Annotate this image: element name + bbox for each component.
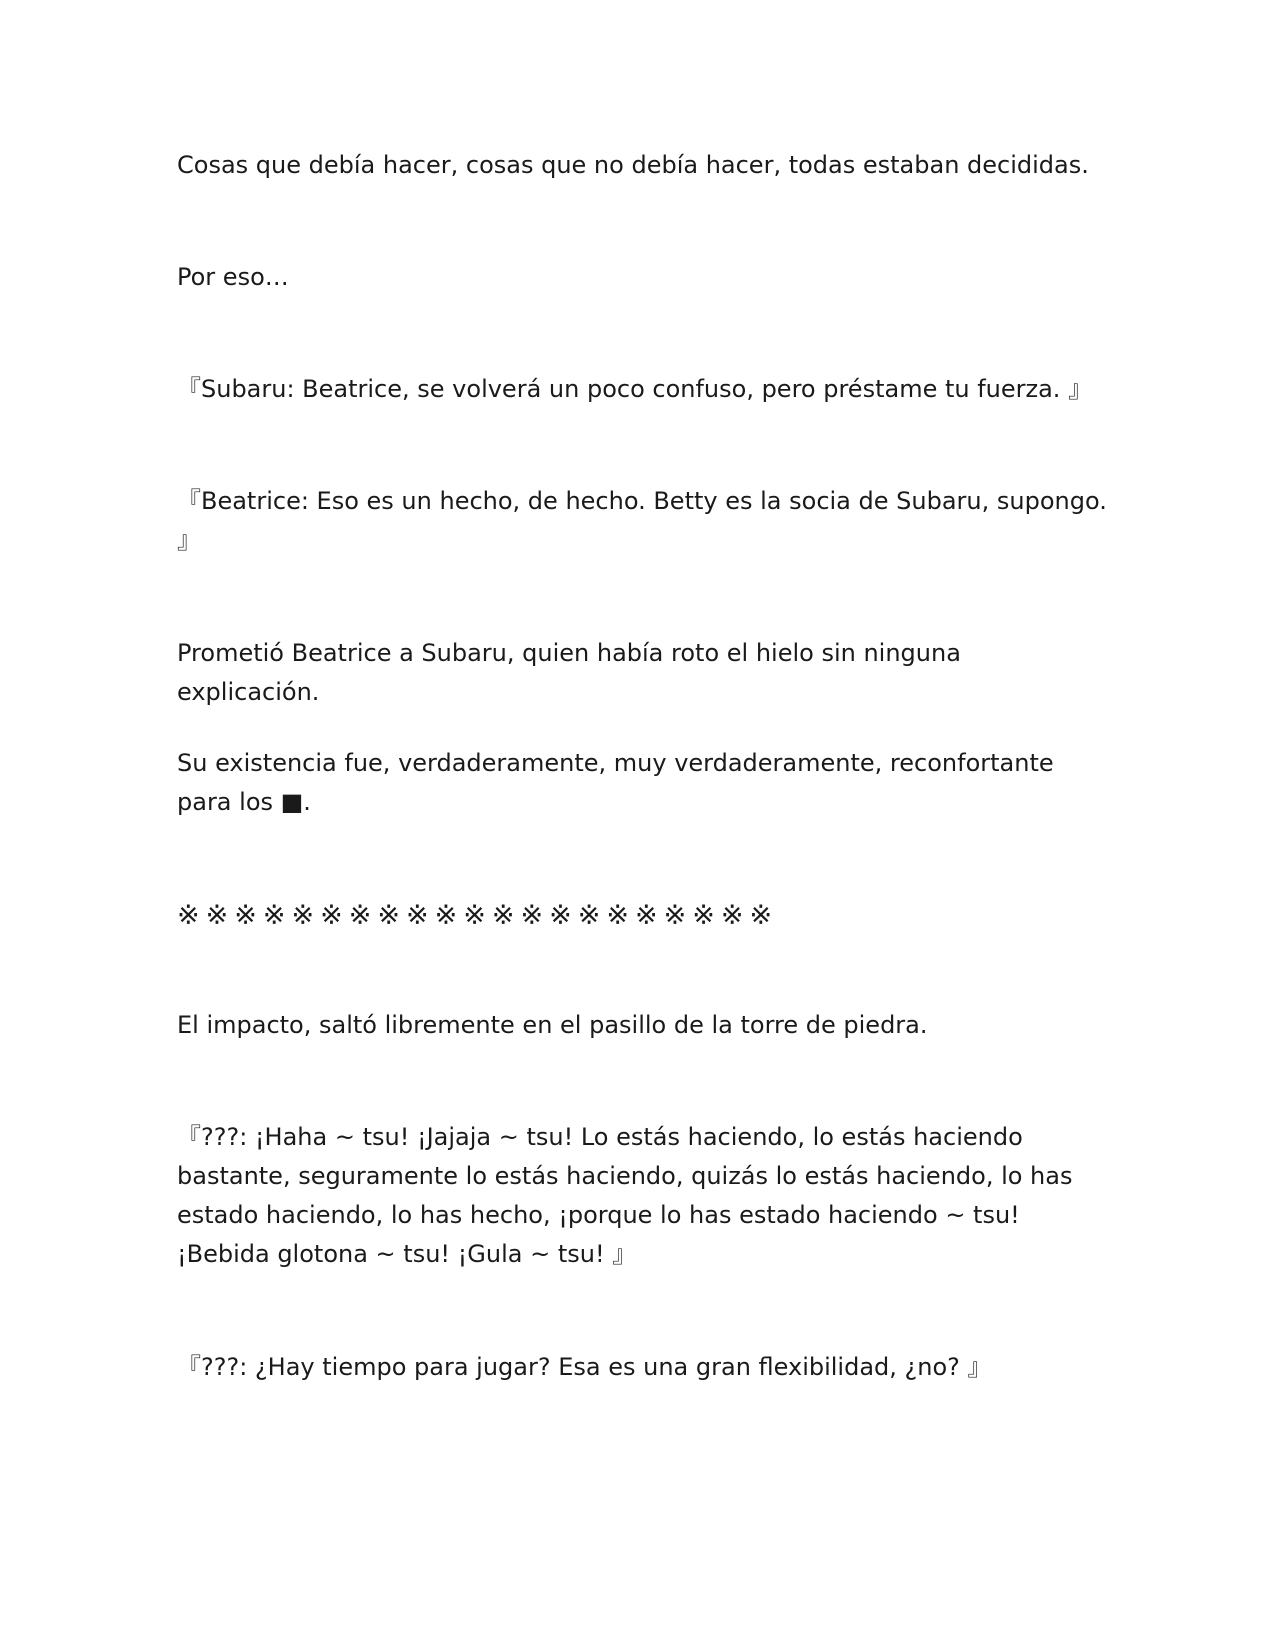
paragraph-impact: El impacto, saltó libremente en el pasillo de la torre de piedra. [177,1011,928,1039]
paragraph-1: Cosas que debía hacer, cosas que no debía hacer, todas estaban decididas. [177,151,1089,179]
dialogue-unknown-2: 『???: ¿Hay tiempo para jugar? Esa es una gran flexibilidad, ¿no? 』 [177,1353,992,1381]
paragraph-promise: Prometió Beatrice a Subaru, quien había roto el hielo sin ninguna explicación. [177,639,961,706]
dialogue-subaru: 『Subaru: Beatrice, se volverá un poco confuso, pero préstame tu fuerza. 』 [177,375,1093,403]
section-separator: ※※※※※※※※※※※※※※※※※※※※※ [177,900,779,931]
paragraph-existence: Su existencia fue, verdaderamente, muy verdaderamente, reconfortante para los ■. [177,749,1054,816]
paragraph-2: Por eso… [177,263,289,291]
dialogue-beatrice: 『Beatrice: Eso es un hecho, de hecho. Betty es la socia de Subaru, supongo. 』 [177,487,1107,554]
dialogue-unknown-1: 『???: ¡Haha ~ tsu! ¡Jajaja ~ tsu! Lo estás haciendo, lo estás haciendo bastante, seguramente lo estás haciendo, quizás lo estás haciendo, lo has estado haciendo, lo has hecho, ¡porque lo has estado haciendo ~ tsu! ¡Bebida glotona ~ tsu! ¡Gula ~ tsu! 』 [177,1123,1073,1268]
